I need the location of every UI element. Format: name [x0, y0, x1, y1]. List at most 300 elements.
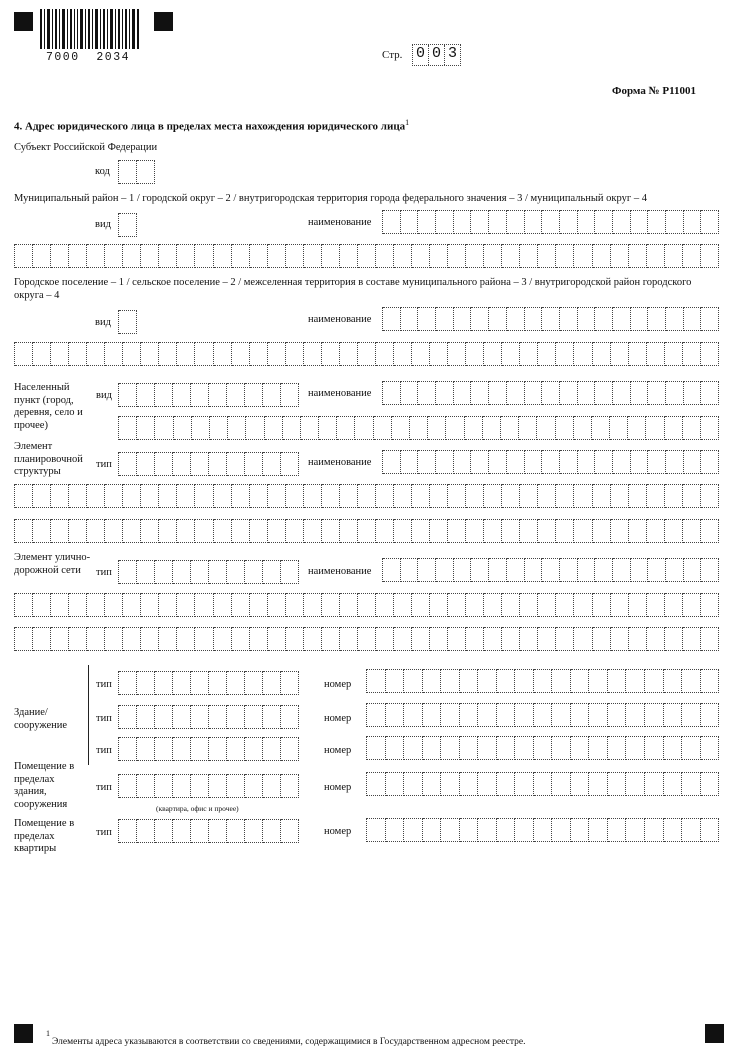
character-cell[interactable]	[376, 593, 394, 617]
character-cell[interactable]	[647, 627, 665, 651]
character-cell[interactable]	[534, 818, 553, 842]
character-cell[interactable]	[645, 703, 664, 727]
character-cell[interactable]	[155, 416, 173, 440]
character-cell[interactable]	[552, 669, 571, 693]
character-cell[interactable]	[454, 381, 472, 405]
character-cell[interactable]	[191, 560, 209, 584]
character-cell[interactable]	[520, 593, 538, 617]
character-cell[interactable]	[214, 519, 232, 543]
character-cell[interactable]	[245, 452, 263, 476]
character-cell[interactable]	[497, 772, 516, 796]
character-cell[interactable]	[177, 484, 195, 508]
character-cell[interactable]	[191, 671, 209, 695]
character-cell[interactable]	[401, 558, 419, 582]
character-cell[interactable]	[15, 484, 33, 508]
character-cell[interactable]	[155, 819, 173, 843]
character-cell[interactable]	[626, 669, 645, 693]
municipal-name-field-line-2[interactable]	[14, 244, 719, 268]
character-cell[interactable]	[173, 705, 191, 729]
character-cell[interactable]	[648, 558, 666, 582]
character-cell[interactable]	[286, 593, 304, 617]
character-cell[interactable]	[520, 627, 538, 651]
character-cell[interactable]	[155, 383, 173, 407]
character-cell[interactable]	[404, 703, 423, 727]
character-cell[interactable]	[227, 737, 245, 761]
character-cell[interactable]	[268, 593, 286, 617]
character-cell[interactable]	[304, 484, 322, 508]
locality-type-field[interactable]	[118, 383, 299, 407]
character-cell[interactable]	[515, 772, 534, 796]
character-cell[interactable]	[466, 484, 484, 508]
character-cell[interactable]	[246, 416, 264, 440]
character-cell[interactable]	[227, 705, 245, 729]
character-cell[interactable]	[647, 342, 665, 366]
character-cell[interactable]	[571, 772, 590, 796]
character-cell[interactable]	[119, 560, 137, 584]
character-cell[interactable]	[281, 560, 299, 584]
character-cell[interactable]	[684, 558, 702, 582]
character-cell[interactable]	[542, 210, 560, 234]
character-cell[interactable]	[87, 484, 105, 508]
character-cell[interactable]	[376, 244, 394, 268]
character-cell[interactable]	[666, 450, 684, 474]
character-cell[interactable]	[209, 383, 227, 407]
character-cell[interactable]	[250, 593, 268, 617]
municipal-name-field[interactable]	[382, 210, 719, 234]
planning-name-field-line-3[interactable]	[14, 519, 719, 543]
character-cell[interactable]	[701, 558, 719, 582]
character-cell[interactable]	[268, 519, 286, 543]
character-cell[interactable]	[51, 593, 69, 617]
character-cell[interactable]	[578, 210, 596, 234]
character-cell[interactable]	[304, 342, 322, 366]
character-cell[interactable]	[195, 342, 213, 366]
character-cell[interactable]	[629, 519, 647, 543]
character-cell[interactable]	[69, 593, 87, 617]
character-cell[interactable]	[665, 342, 683, 366]
character-cell[interactable]	[556, 593, 574, 617]
character-cell[interactable]	[701, 342, 719, 366]
character-cell[interactable]	[268, 342, 286, 366]
character-cell[interactable]	[436, 210, 454, 234]
character-cell[interactable]	[542, 307, 560, 331]
character-cell[interactable]	[628, 416, 646, 440]
character-cell[interactable]	[232, 593, 250, 617]
character-cell[interactable]	[245, 560, 263, 584]
character-cell[interactable]	[683, 244, 701, 268]
character-cell[interactable]	[701, 450, 719, 474]
character-cell[interactable]	[281, 819, 299, 843]
character-cell[interactable]	[404, 772, 423, 796]
character-cell[interactable]	[571, 818, 590, 842]
character-cell[interactable]	[119, 671, 137, 695]
character-cell[interactable]	[123, 593, 141, 617]
character-cell[interactable]	[466, 244, 484, 268]
character-cell[interactable]	[631, 558, 649, 582]
character-cell[interactable]	[665, 519, 683, 543]
character-cell[interactable]	[155, 560, 173, 584]
planning-name-field-line-2[interactable]	[14, 484, 719, 508]
apartment-number-field[interactable]	[366, 818, 719, 842]
character-cell[interactable]	[666, 381, 684, 405]
character-cell[interactable]	[119, 310, 137, 334]
character-cell[interactable]	[556, 627, 574, 651]
character-cell[interactable]	[119, 774, 137, 798]
character-cell[interactable]	[436, 307, 454, 331]
character-cell[interactable]	[574, 627, 592, 651]
character-cell[interactable]	[608, 669, 627, 693]
character-cell[interactable]	[404, 818, 423, 842]
character-cell[interactable]	[33, 593, 51, 617]
character-cell[interactable]	[515, 669, 534, 693]
character-cell[interactable]	[701, 669, 720, 693]
character-cell[interactable]	[629, 627, 647, 651]
character-cell[interactable]	[538, 244, 556, 268]
character-cell[interactable]	[227, 671, 245, 695]
character-cell[interactable]	[589, 736, 608, 760]
character-cell[interactable]	[232, 519, 250, 543]
character-cell[interactable]	[684, 450, 702, 474]
character-cell[interactable]	[210, 416, 228, 440]
character-cell[interactable]	[214, 244, 232, 268]
character-cell[interactable]	[340, 627, 358, 651]
character-cell[interactable]	[33, 627, 51, 651]
character-cell[interactable]	[537, 416, 555, 440]
building-number-field-1[interactable]	[366, 669, 719, 693]
character-cell[interactable]	[304, 593, 322, 617]
character-cell[interactable]	[304, 519, 322, 543]
character-cell[interactable]	[701, 307, 719, 331]
character-cell[interactable]	[404, 736, 423, 760]
character-cell[interactable]	[177, 342, 195, 366]
character-cell[interactable]	[250, 519, 268, 543]
character-cell[interactable]	[322, 593, 340, 617]
character-cell[interactable]	[119, 213, 137, 237]
character-cell[interactable]	[401, 307, 419, 331]
character-cell[interactable]	[87, 593, 105, 617]
character-cell[interactable]	[701, 593, 719, 617]
character-cell[interactable]	[648, 381, 666, 405]
character-cell[interactable]	[386, 669, 405, 693]
character-cell[interactable]	[105, 519, 123, 543]
character-cell[interactable]	[665, 416, 683, 440]
character-cell[interactable]	[684, 307, 702, 331]
character-cell[interactable]	[629, 593, 647, 617]
character-cell[interactable]	[538, 593, 556, 617]
character-cell[interactable]	[701, 519, 719, 543]
character-cell[interactable]	[631, 210, 649, 234]
character-cell[interactable]	[418, 210, 436, 234]
character-cell[interactable]	[484, 627, 502, 651]
character-cell[interactable]	[87, 519, 105, 543]
character-cell[interactable]	[631, 450, 649, 474]
character-cell[interactable]	[173, 737, 191, 761]
character-cell[interactable]	[173, 671, 191, 695]
character-cell[interactable]	[478, 818, 497, 842]
character-cell[interactable]	[665, 484, 683, 508]
character-cell[interactable]	[141, 484, 159, 508]
character-cell[interactable]	[441, 703, 460, 727]
character-cell[interactable]	[608, 736, 627, 760]
character-cell[interactable]	[647, 519, 665, 543]
character-cell[interactable]	[556, 342, 574, 366]
character-cell[interactable]	[593, 244, 611, 268]
character-cell[interactable]	[556, 519, 574, 543]
character-cell[interactable]	[119, 160, 137, 184]
character-cell[interactable]	[412, 519, 430, 543]
building-type-field-2[interactable]	[118, 705, 299, 729]
character-cell[interactable]	[159, 593, 177, 617]
character-cell[interactable]	[383, 450, 401, 474]
character-cell[interactable]	[232, 244, 250, 268]
character-cell[interactable]	[245, 383, 263, 407]
character-cell[interactable]	[394, 519, 412, 543]
character-cell[interactable]	[507, 558, 525, 582]
character-cell[interactable]	[123, 519, 141, 543]
character-cell[interactable]	[507, 381, 525, 405]
character-cell[interactable]	[177, 519, 195, 543]
character-cell[interactable]	[683, 416, 701, 440]
character-cell[interactable]	[214, 627, 232, 651]
character-cell[interactable]	[209, 560, 227, 584]
character-cell[interactable]	[682, 669, 701, 693]
character-cell[interactable]	[645, 736, 664, 760]
character-cell[interactable]	[507, 307, 525, 331]
character-cell[interactable]	[155, 705, 173, 729]
character-cell[interactable]	[534, 772, 553, 796]
character-cell[interactable]	[232, 342, 250, 366]
character-cell[interactable]	[684, 210, 702, 234]
character-cell[interactable]	[595, 558, 613, 582]
character-cell[interactable]	[629, 342, 647, 366]
character-cell[interactable]	[209, 737, 227, 761]
character-cell[interactable]	[386, 736, 405, 760]
character-cell[interactable]	[159, 627, 177, 651]
character-cell[interactable]	[195, 627, 213, 651]
character-cell[interactable]	[664, 772, 683, 796]
street-name-field-line-3[interactable]	[14, 627, 719, 651]
character-cell[interactable]	[404, 669, 423, 693]
character-cell[interactable]	[578, 307, 596, 331]
character-cell[interactable]	[683, 627, 701, 651]
character-cell[interactable]	[245, 774, 263, 798]
character-cell[interactable]	[593, 593, 611, 617]
character-cell[interactable]	[87, 244, 105, 268]
character-cell[interactable]	[286, 244, 304, 268]
character-cell[interactable]	[358, 519, 376, 543]
character-cell[interactable]	[466, 342, 484, 366]
character-cell[interactable]	[454, 450, 472, 474]
character-cell[interactable]	[534, 669, 553, 693]
character-cell[interactable]	[263, 383, 281, 407]
character-cell[interactable]	[394, 342, 412, 366]
character-cell[interactable]	[515, 736, 534, 760]
character-cell[interactable]	[626, 772, 645, 796]
character-cell[interactable]	[645, 772, 664, 796]
character-cell[interactable]	[665, 627, 683, 651]
character-cell[interactable]	[466, 519, 484, 543]
planning-type-field[interactable]	[118, 452, 299, 476]
character-cell[interactable]	[441, 818, 460, 842]
character-cell[interactable]	[465, 416, 483, 440]
character-cell[interactable]	[648, 210, 666, 234]
character-cell[interactable]	[263, 819, 281, 843]
character-cell[interactable]	[489, 450, 507, 474]
character-cell[interactable]	[574, 416, 592, 440]
character-cell[interactable]	[367, 818, 386, 842]
character-cell[interactable]	[214, 342, 232, 366]
character-cell[interactable]	[592, 416, 610, 440]
character-cell[interactable]	[448, 519, 466, 543]
character-cell[interactable]	[177, 627, 195, 651]
character-cell[interactable]	[232, 627, 250, 651]
character-cell[interactable]	[209, 705, 227, 729]
character-cell[interactable]	[374, 416, 392, 440]
character-cell[interactable]	[542, 381, 560, 405]
character-cell[interactable]	[15, 627, 33, 651]
character-cell[interactable]	[33, 342, 51, 366]
character-cell[interactable]	[471, 558, 489, 582]
building-type-field-1[interactable]	[118, 671, 299, 695]
character-cell[interactable]	[33, 519, 51, 543]
character-cell[interactable]	[460, 736, 479, 760]
character-cell[interactable]	[322, 627, 340, 651]
character-cell[interactable]	[383, 307, 401, 331]
character-cell[interactable]	[478, 703, 497, 727]
character-cell[interactable]	[423, 669, 442, 693]
character-cell[interactable]	[119, 819, 137, 843]
character-cell[interactable]	[552, 736, 571, 760]
locality-name-field[interactable]	[382, 381, 719, 405]
character-cell[interactable]	[574, 593, 592, 617]
character-cell[interactable]	[322, 519, 340, 543]
character-cell[interactable]	[489, 381, 507, 405]
character-cell[interactable]	[123, 342, 141, 366]
character-cell[interactable]	[423, 703, 442, 727]
character-cell[interactable]	[556, 484, 574, 508]
character-cell[interactable]	[448, 484, 466, 508]
character-cell[interactable]	[322, 484, 340, 508]
character-cell[interactable]	[525, 210, 543, 234]
character-cell[interactable]	[542, 558, 560, 582]
character-cell[interactable]	[155, 737, 173, 761]
character-cell[interactable]	[446, 416, 464, 440]
character-cell[interactable]	[666, 210, 684, 234]
character-cell[interactable]	[589, 669, 608, 693]
character-cell[interactable]	[137, 452, 155, 476]
character-cell[interactable]	[105, 593, 123, 617]
character-cell[interactable]	[173, 774, 191, 798]
character-cell[interactable]	[682, 703, 701, 727]
character-cell[interactable]	[525, 381, 543, 405]
character-cell[interactable]	[281, 452, 299, 476]
character-cell[interactable]	[538, 627, 556, 651]
character-cell[interactable]	[412, 627, 430, 651]
character-cell[interactable]	[268, 627, 286, 651]
character-cell[interactable]	[137, 383, 155, 407]
character-cell[interactable]	[497, 736, 516, 760]
character-cell[interactable]	[556, 416, 574, 440]
character-cell[interactable]	[119, 383, 137, 407]
character-cell[interactable]	[423, 818, 442, 842]
character-cell[interactable]	[386, 772, 405, 796]
character-cell[interactable]	[105, 244, 123, 268]
building-number-field-2[interactable]	[366, 703, 719, 727]
character-cell[interactable]	[51, 627, 69, 651]
character-cell[interactable]	[489, 558, 507, 582]
character-cell[interactable]	[595, 381, 613, 405]
character-cell[interactable]	[376, 342, 394, 366]
character-cell[interactable]	[648, 450, 666, 474]
character-cell[interactable]	[418, 558, 436, 582]
character-cell[interactable]	[682, 736, 701, 760]
character-cell[interactable]	[560, 307, 578, 331]
character-cell[interactable]	[263, 774, 281, 798]
character-cell[interactable]	[501, 416, 519, 440]
character-cell[interactable]	[595, 210, 613, 234]
character-cell[interactable]	[631, 381, 649, 405]
character-cell[interactable]	[394, 593, 412, 617]
character-cell[interactable]	[358, 484, 376, 508]
character-cell[interactable]	[520, 484, 538, 508]
character-cell[interactable]	[613, 558, 631, 582]
character-cell[interactable]	[155, 671, 173, 695]
character-cell[interactable]	[497, 818, 516, 842]
character-cell[interactable]	[683, 593, 701, 617]
character-cell[interactable]	[471, 210, 489, 234]
character-cell[interactable]	[489, 307, 507, 331]
character-cell[interactable]	[250, 484, 268, 508]
character-cell[interactable]	[412, 593, 430, 617]
character-cell[interactable]	[263, 452, 281, 476]
character-cell[interactable]	[647, 593, 665, 617]
character-cell[interactable]	[629, 244, 647, 268]
subject-code-field[interactable]	[118, 160, 155, 184]
character-cell[interactable]	[394, 484, 412, 508]
character-cell[interactable]	[448, 627, 466, 651]
character-cell[interactable]	[137, 705, 155, 729]
character-cell[interactable]	[471, 307, 489, 331]
character-cell[interactable]	[484, 519, 502, 543]
character-cell[interactable]	[682, 818, 701, 842]
character-cell[interactable]	[466, 627, 484, 651]
character-cell[interactable]	[322, 342, 340, 366]
character-cell[interactable]	[613, 381, 631, 405]
character-cell[interactable]	[286, 627, 304, 651]
character-cell[interactable]	[177, 593, 195, 617]
character-cell[interactable]	[430, 244, 448, 268]
character-cell[interactable]	[497, 703, 516, 727]
character-cell[interactable]	[520, 342, 538, 366]
character-cell[interactable]	[141, 519, 159, 543]
character-cell[interactable]	[626, 703, 645, 727]
character-cell[interactable]	[515, 703, 534, 727]
planning-name-field[interactable]	[382, 450, 719, 474]
character-cell[interactable]	[578, 450, 596, 474]
character-cell[interactable]	[355, 416, 373, 440]
character-cell[interactable]	[250, 342, 268, 366]
premise-type-field[interactable]	[118, 774, 299, 798]
character-cell[interactable]	[534, 703, 553, 727]
character-cell[interactable]	[173, 383, 191, 407]
character-cell[interactable]	[483, 416, 501, 440]
character-cell[interactable]	[534, 736, 553, 760]
street-name-field-line-2[interactable]	[14, 593, 719, 617]
character-cell[interactable]	[595, 307, 613, 331]
character-cell[interactable]	[542, 450, 560, 474]
character-cell[interactable]	[525, 558, 543, 582]
character-cell[interactable]	[441, 669, 460, 693]
